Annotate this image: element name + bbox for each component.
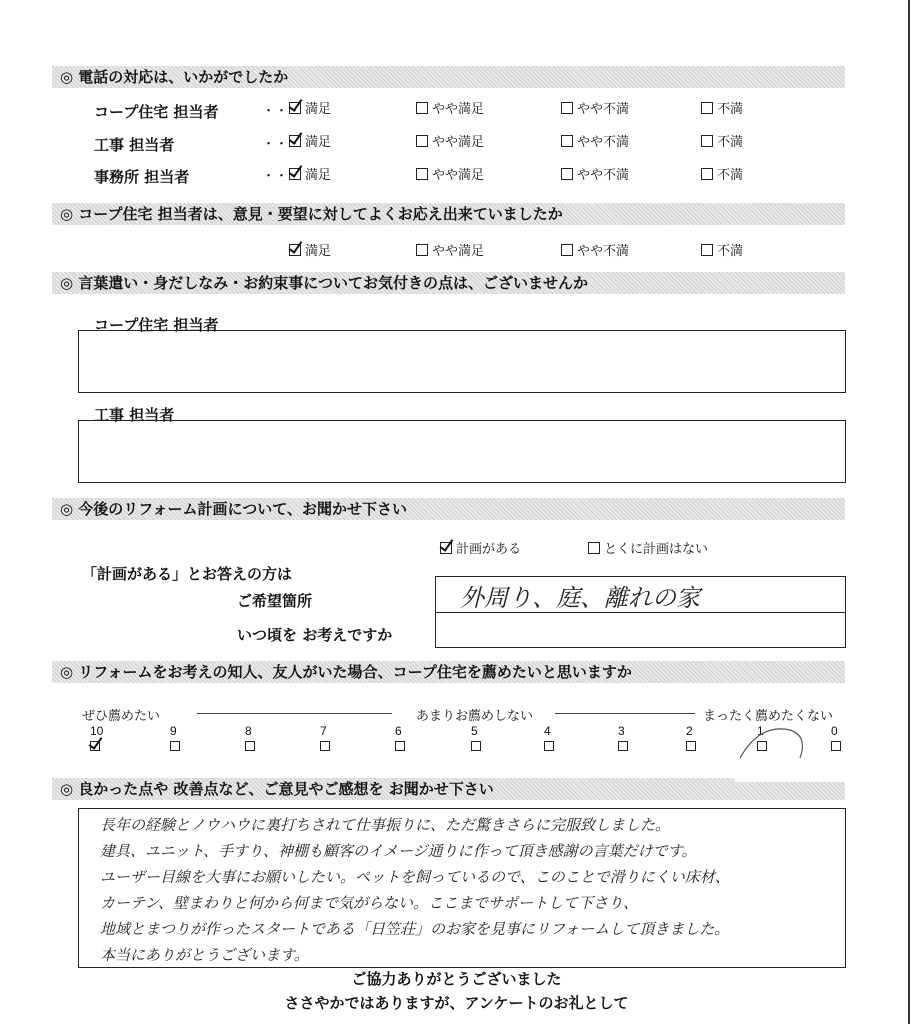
comment-line: カーテン、壁まわりと何から何まで気がらない。ここまでサポートして下さり、 bbox=[100, 894, 639, 912]
checkbox-icon[interactable] bbox=[416, 135, 428, 147]
option-satisfied[interactable]: 満足 bbox=[289, 164, 331, 183]
scale-number: 7 bbox=[320, 724, 327, 738]
option-somewhat-satisfied[interactable]: やや満足 bbox=[416, 131, 484, 150]
checkbox-checked-icon[interactable] bbox=[289, 102, 301, 114]
option-somewhat-satisfied[interactable]: やや満足 bbox=[416, 98, 484, 117]
checkbox-checked-icon[interactable] bbox=[289, 168, 301, 180]
checkbox-icon[interactable] bbox=[561, 102, 573, 114]
checkbox-icon[interactable] bbox=[701, 244, 713, 256]
checkbox-icon[interactable] bbox=[561, 168, 573, 180]
option-unsatisfied[interactable]: 不満 bbox=[701, 240, 743, 259]
phone-row-koji-label: 工事 担当者 bbox=[94, 136, 175, 154]
plan-intro: 「計画がある」とお答えの方は bbox=[82, 565, 293, 583]
option-satisfied[interactable]: 満足 bbox=[289, 98, 331, 117]
option-unsatisfied[interactable]: 不満 bbox=[701, 131, 743, 150]
section-comments-title: ◎ 良かった点や 改善点など、ご意見やご感想を お聞かせ下さい bbox=[52, 778, 845, 800]
option-satisfied[interactable]: 満足 bbox=[289, 131, 331, 150]
option-somewhat-unsatisfied[interactable]: やや不満 bbox=[561, 240, 629, 259]
checkbox-checked-icon[interactable] bbox=[440, 542, 452, 554]
scale-checkbox-icon[interactable] bbox=[831, 741, 841, 751]
scale-checkbox-icon[interactable] bbox=[618, 741, 628, 751]
footer-thanks: ご協力ありがとうございました bbox=[351, 970, 562, 988]
option-satisfied[interactable]: 満足 bbox=[289, 240, 331, 259]
option-somewhat-unsatisfied[interactable]: やや不満 bbox=[561, 164, 629, 183]
plan-time-label: いつ頃を お考えですか bbox=[237, 626, 393, 644]
comment-line: 本当にありがとうございます。 bbox=[100, 946, 309, 964]
option-somewhat-satisfied[interactable]: やや満足 bbox=[416, 240, 484, 259]
manners-koji-textarea[interactable] bbox=[78, 420, 846, 483]
comment-line: 地域とまつりが作ったスタートである「日笠荘」のお家を見事にリフォームして頂きました。 bbox=[100, 920, 730, 938]
page-edge bbox=[908, 0, 910, 1024]
checkbox-icon[interactable] bbox=[701, 168, 713, 180]
manners-coop-textarea[interactable] bbox=[78, 330, 846, 393]
option-no-plan[interactable]: とくに計画はない bbox=[588, 538, 708, 557]
section-recommend-title: ◎ リフォームをお考えの知人、友人がいた場合、コープ住宅を薦めたいと思いますか bbox=[52, 661, 845, 683]
scale-number: 2 bbox=[686, 724, 693, 738]
comment-line: 長年の経験とノウハウに裏打ちされて仕事振りに、ただ驚きさらに完服致しました。 bbox=[100, 816, 671, 834]
scale-number: 5 bbox=[471, 724, 478, 738]
comment-line: ユーザー目線を大事にお願いしたい。ペットを飼っているので、このことで滑りにくい床材、 bbox=[100, 868, 730, 886]
dots-leader: ・・・ bbox=[262, 104, 302, 119]
checkbox-checked-icon[interactable] bbox=[289, 135, 301, 147]
scale-number: 1 bbox=[757, 724, 764, 738]
scale-left-label: ぜひ薦めたい bbox=[82, 709, 161, 724]
comment-line: 建具、ユニット、手すり、神棚も顧客のイメージ通りに作って頂き感謝の言葉だけです。 bbox=[100, 842, 697, 860]
option-unsatisfied[interactable]: 不満 bbox=[701, 98, 743, 117]
section-response-title: ◎ コープ住宅 担当者は、意見・要望に対してよくお応え出来ていましたか bbox=[52, 203, 845, 225]
scale-number: 0 bbox=[831, 724, 838, 738]
option-somewhat-satisfied[interactable]: やや満足 bbox=[416, 164, 484, 183]
section-manners-title: ◎ 言葉遣い・身だしなみ・お約束事についてお気付きの点は、ございませんか bbox=[52, 272, 845, 294]
manners-koji-label: 工事 担当者 bbox=[94, 406, 175, 424]
scale-checkbox-icon[interactable] bbox=[686, 741, 696, 751]
scale-number: 3 bbox=[618, 724, 625, 738]
checkbox-icon[interactable] bbox=[588, 542, 600, 554]
checkbox-icon[interactable] bbox=[701, 102, 713, 114]
scale-middle-label: あまりお薦めしない bbox=[416, 709, 534, 724]
section-plan-title: ◎ 今後のリフォーム計画について、お聞かせ下さい bbox=[52, 498, 845, 520]
checkbox-icon[interactable] bbox=[701, 135, 713, 147]
checkbox-icon[interactable] bbox=[561, 244, 573, 256]
scale-number: 6 bbox=[395, 724, 402, 738]
checkbox-icon[interactable] bbox=[561, 135, 573, 147]
scale-checkbox-icon[interactable] bbox=[170, 741, 180, 751]
scale-rule bbox=[197, 713, 392, 714]
section-phone-title: ◎ 電話の対応は、いかがでしたか bbox=[52, 66, 845, 88]
option-somewhat-unsatisfied[interactable]: やや不満 bbox=[561, 98, 629, 117]
plan-place-label: ご希望箇所 bbox=[237, 592, 313, 610]
footer-gift: ささやかではありますが、アンケートのお礼として bbox=[284, 994, 629, 1012]
scale-checkbox-checked-icon[interactable] bbox=[90, 741, 100, 751]
scale-right-label: まったく薦めたくない bbox=[703, 709, 834, 724]
dots-leader: ・・・ bbox=[262, 169, 302, 184]
scale-checkbox-icon[interactable] bbox=[320, 741, 330, 751]
phone-row-office-label: 事務所 担当者 bbox=[94, 168, 190, 186]
scale-number: 9 bbox=[170, 724, 177, 738]
option-somewhat-unsatisfied[interactable]: やや不満 bbox=[561, 131, 629, 150]
checkbox-icon[interactable] bbox=[416, 168, 428, 180]
scale-checkbox-icon[interactable] bbox=[471, 741, 481, 751]
scale-number: 8 bbox=[245, 724, 252, 738]
option-has-plan[interactable]: 計画がある bbox=[440, 538, 521, 557]
scale-rule bbox=[555, 713, 695, 714]
checkbox-icon[interactable] bbox=[416, 244, 428, 256]
redaction-patch bbox=[735, 760, 845, 782]
scale-number: 4 bbox=[544, 724, 551, 738]
plan-place-answer[interactable]: 外周り、庭、離れの家 bbox=[460, 584, 700, 612]
dots-leader: ・・・ bbox=[262, 137, 302, 152]
scale-checkbox-icon[interactable] bbox=[544, 741, 554, 751]
scale-checkbox-icon[interactable] bbox=[245, 741, 255, 751]
checkbox-icon[interactable] bbox=[416, 102, 428, 114]
option-unsatisfied[interactable]: 不満 bbox=[701, 164, 743, 183]
phone-row-coop-label: コープ住宅 担当者 bbox=[94, 103, 219, 121]
scale-checkbox-icon[interactable] bbox=[395, 741, 405, 751]
checkbox-checked-icon[interactable] bbox=[289, 244, 301, 256]
manners-coop-label: コープ住宅 担当者 bbox=[94, 316, 219, 334]
scale-number: 10 bbox=[90, 724, 104, 738]
